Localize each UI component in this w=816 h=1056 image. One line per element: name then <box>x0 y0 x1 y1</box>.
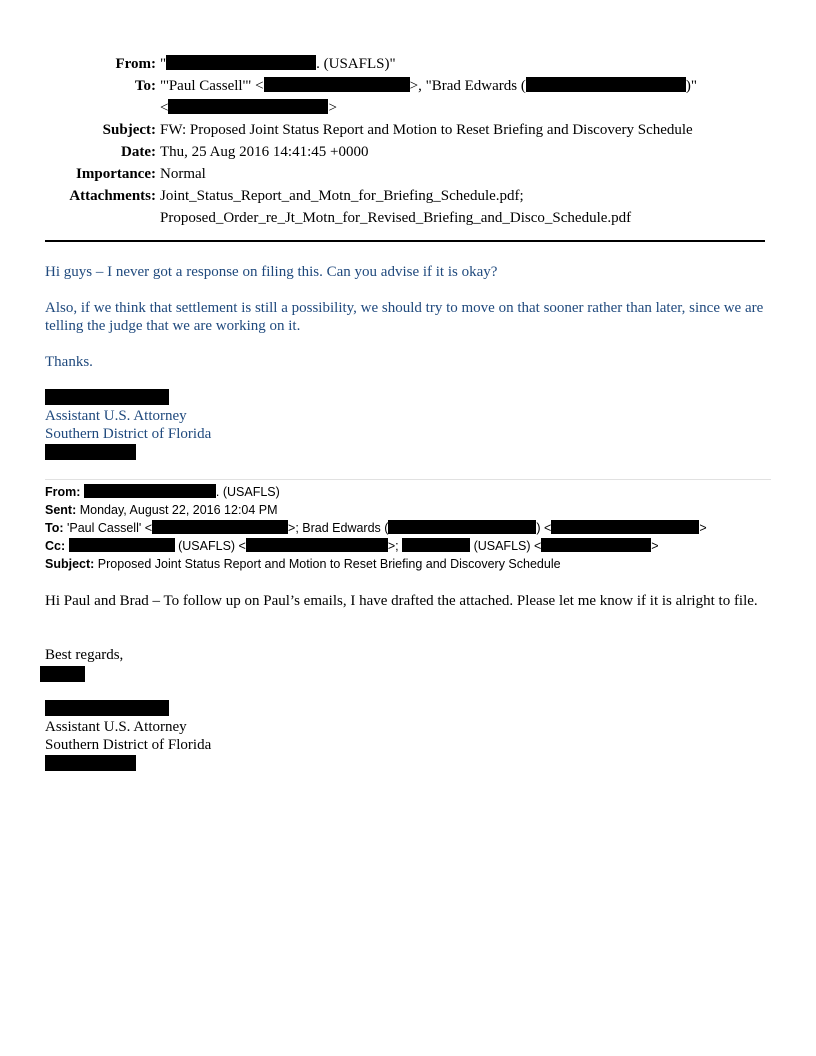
to-recipient-1: "'Paul Cassell'" < <box>160 78 264 94</box>
fwd-subject-value: Proposed Joint Status Report and Motion to Reset Briefing and Discovery Schedule <box>97 557 561 571</box>
subject-value: FW: Proposed Joint Status Report and Motion to Reset Briefing and Discovery Schedule <box>160 122 693 138</box>
fwd-to-recipient-1: 'Paul Cassell' < <box>67 521 153 535</box>
fwd-sent-label: Sent: <box>45 503 77 517</box>
redacted-email <box>551 520 699 534</box>
redacted-email <box>388 520 536 534</box>
signature-office: Southern District of Florida <box>45 426 212 442</box>
redacted-email <box>152 520 288 534</box>
fwd-sent-value: Monday, August 22, 2016 12:04 PM <box>79 503 278 517</box>
to-label: To: <box>134 78 156 94</box>
redacted-name <box>402 538 470 552</box>
header-date-row <box>0 141 816 163</box>
fwd-cc-close: > <box>651 539 659 553</box>
email-header <box>0 53 816 229</box>
to-line2-close: > <box>328 100 337 116</box>
message-para-2: Also, if we think that settlement is still a possibility, we should try to move on that sooner rather than later, since we are telling the judge that we are working on it. <box>45 300 764 334</box>
fwd-cc-row <box>45 537 707 555</box>
importance-value: Normal <box>160 166 206 182</box>
fwd-cc-org-2: (USAFLS) < <box>470 539 542 553</box>
fwd-to-open: ) < <box>536 521 552 535</box>
fwd-to-recipient-2: >; Brad Edwards ( <box>288 521 389 535</box>
fwd-cc-org-1: (USAFLS) < <box>174 539 246 553</box>
header-to-row <box>0 75 816 119</box>
fwd-to-label: To: <box>45 521 64 535</box>
to-line2-open: < <box>160 100 169 116</box>
fwd-subject-label: Subject: <box>45 557 95 571</box>
fwd-sent-row <box>45 501 707 519</box>
redacted-signature-name <box>45 700 169 716</box>
redacted-email <box>246 538 388 552</box>
fwd-signature-office: Southern District of Florida <box>45 737 212 753</box>
redacted-signature-contact <box>45 444 136 460</box>
fwd-from-org: . (USAFLS) <box>215 485 280 499</box>
header-subject-row <box>0 119 816 141</box>
header-attachments-row <box>0 185 816 229</box>
message-para-3: Thanks. <box>45 354 93 370</box>
redacted-name <box>69 538 175 552</box>
attachment-link-2[interactable]: Proposed_Order_re_Jt_Motn_for_Revised_Briefing_and_Disco_Schedule.pdf <box>160 210 632 226</box>
attachment-link-1[interactable]: Joint_Status_Report_and_Motn_for_Briefing_Schedule.pdf; <box>160 188 524 204</box>
message-para-1: Hi guys – I never got a response on filing this. Can you advise if it is okay? <box>45 264 498 280</box>
fwd-cc-sep: >; <box>387 539 403 553</box>
fwd-cc-label: Cc: <box>45 539 66 553</box>
fwd-signature-title: Assistant U.S. Attorney <box>45 719 187 735</box>
importance-label: Importance: <box>76 166 156 182</box>
fwd-to-row <box>45 519 707 537</box>
attachments-label: Attachments: <box>69 188 156 204</box>
redacted-email <box>526 77 686 92</box>
signature-title: Assistant U.S. Attorney <box>45 408 187 424</box>
to-recipient-2: >, "Brad Edwards ( <box>409 78 526 94</box>
redacted-sender-name <box>84 484 216 498</box>
redacted-sender-name <box>166 55 316 70</box>
header-divider <box>45 240 765 242</box>
fwd-from-row <box>45 483 707 501</box>
date-label: Date: <box>121 144 156 160</box>
redacted-sender-initials <box>40 666 85 682</box>
date-value: Thu, 25 Aug 2016 14:41:45 +0000 <box>160 144 369 160</box>
redacted-email <box>168 99 328 114</box>
subject-label: Subject: <box>102 122 156 138</box>
fwd-subject-row <box>45 555 707 573</box>
fwd-from-label: From: <box>45 485 81 499</box>
header-importance-row <box>0 163 816 185</box>
redacted-email <box>264 77 410 92</box>
from-open-quote: " <box>160 56 167 72</box>
forwarded-header <box>45 483 707 573</box>
fwd-to-close: > <box>699 521 707 535</box>
fwd-body-para-2: Best regards, <box>45 647 124 663</box>
redacted-signature-contact <box>45 755 136 771</box>
fwd-body-para-1: Hi Paul and Brad – To follow up on Paul’s emails, I have drafted the attached. Please let me know if it is alright to file. <box>45 593 758 609</box>
header-from-row <box>0 53 816 75</box>
from-label: From: <box>115 56 156 72</box>
forward-divider <box>45 479 771 480</box>
from-org: . (USAFLS)" <box>316 56 396 72</box>
redacted-email <box>541 538 651 552</box>
redacted-signature-name <box>45 389 169 405</box>
to-close: )" <box>685 78 697 94</box>
